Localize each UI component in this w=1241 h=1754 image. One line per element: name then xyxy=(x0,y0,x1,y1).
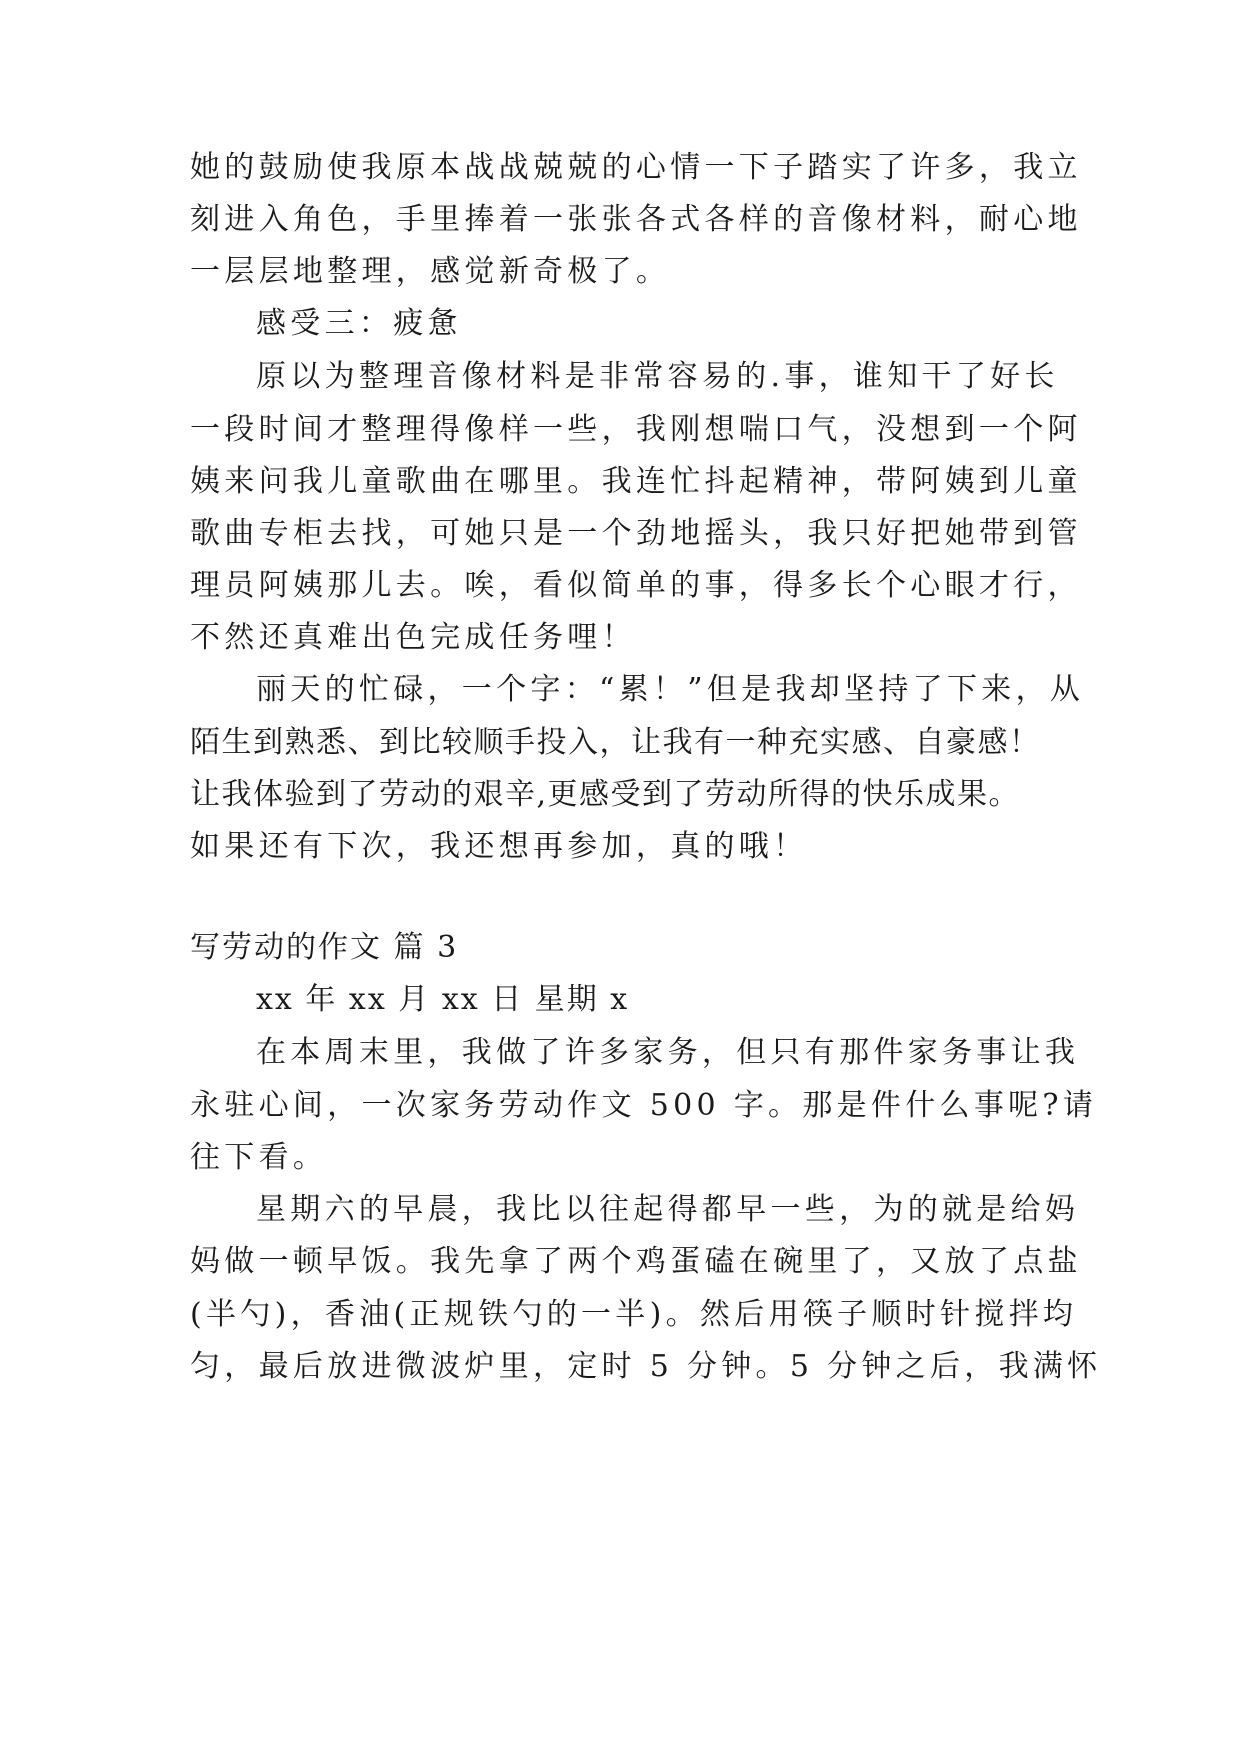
date-line: xx 年 xx 月 xx 日 星期 x xyxy=(256,982,630,1017)
text-line-22: (半勺)，香油(正规铁勺的一半)。然后用筷子顺时针搅拌均 xyxy=(190,1297,1078,1332)
article-title: 写劳动的作文 篇 3 xyxy=(190,930,459,965)
text-line-9: 理员阿姨那儿去。唉，看似简单的事，得多长个心眼才行， xyxy=(190,568,1082,603)
text-line-7: 姨来问我儿童歌曲在哪里。我连忙抖起精神，带阿姨到儿童 xyxy=(190,464,1082,499)
text-line-2: 刻进入角色，手里捧着一张张各式各样的音像材料，耐心地 xyxy=(190,202,1082,237)
text-line-13: 让我体验到了劳动的艰辛,更感受到了劳动所得的快乐成果。 xyxy=(190,777,1021,812)
text-line-23: 匀，最后放进微波炉里，定时 5 分钟。5 分钟之后，我满怀 xyxy=(190,1349,1102,1384)
text-line-21: 妈做一顿早饭。我先拿了两个鸡蛋磕在碗里了，又放了点盐 xyxy=(190,1244,1082,1279)
text-line-8: 歌曲专柜去找，可她只是一个劲地摇头，我只好把她带到管 xyxy=(190,516,1082,551)
text-line-11: 丽天的忙碌，一个字：“累！”但是我却坚持了下来，从 xyxy=(256,672,1085,707)
text-line-19: 往下看。 xyxy=(190,1140,328,1175)
text-line-10: 不然还真难出色完成任务哩！ xyxy=(190,620,636,655)
text-line-20: 星期六的早晨，我比以往起得都早一些，为的就是给妈 xyxy=(256,1192,1080,1227)
text-line-5: 原以为整理音像材料是非常容易的.事，谁知干了好长 xyxy=(256,359,1059,394)
section-heading-feeling-three: 感受三：疲惫 xyxy=(256,306,462,341)
text-line-1: 她的鼓励使我原本战战兢兢的心情一下子踏实了许多，我立 xyxy=(190,150,1082,185)
text-line-14: 如果还有下次，我还想再参加，真的哦！ xyxy=(190,829,808,864)
text-line-12: 陌生到熟悉、到比较顺手投入，让我有一种充实感、自豪感！ xyxy=(190,725,1041,760)
text-line-6: 一段时间才整理得像样一些，我刚想喘口气，没想到一个阿 xyxy=(190,412,1082,447)
text-line-3: 一层层地整理，感觉新奇极了。 xyxy=(190,254,671,289)
text-line-17: 在本周末里，我做了许多家务，但只有那件家务事让我 xyxy=(256,1035,1080,1070)
text-line-18: 永驻心间，一次家务劳动作文 500 字。那是件什么事呢?请 xyxy=(190,1088,1098,1123)
